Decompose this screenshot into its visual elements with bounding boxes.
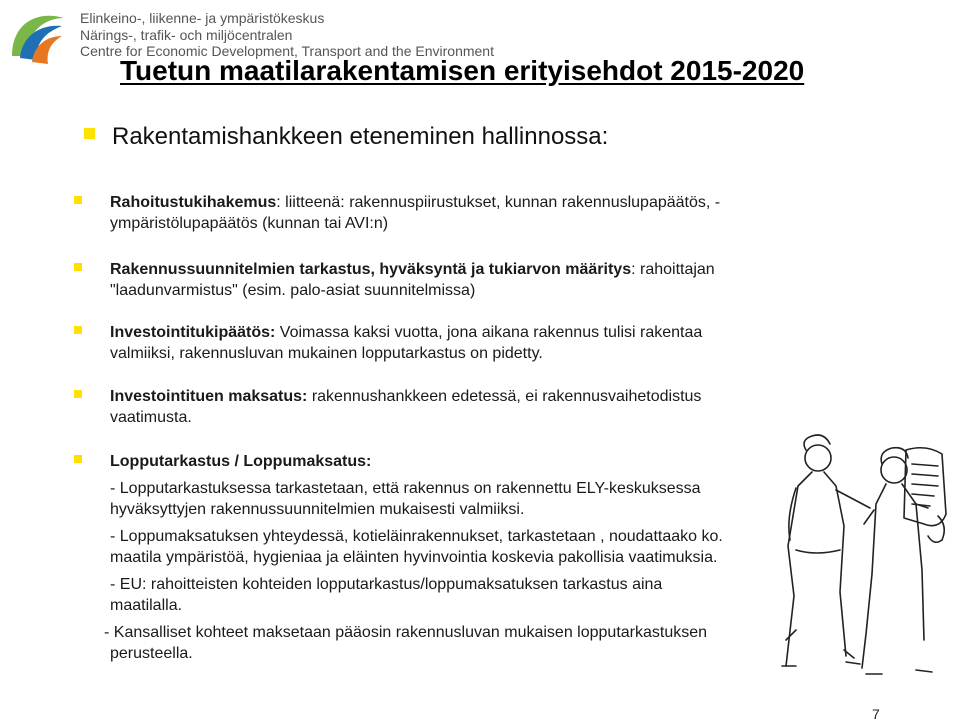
ely-centre-logo bbox=[6, 4, 70, 68]
item-text: Voimassa kaksi vuotta, jona aikana rakennus tulisi rakentaa bbox=[275, 324, 703, 341]
item-text: rakennushankkeen edetessä, ei rakennusvaihetodistus bbox=[307, 388, 702, 405]
page-title: Tuetun maatilarakentamisen erityisehdot 2015-2020 bbox=[120, 55, 805, 86]
item-label: Rakennussuunnitelmien tarkastus, hyväksyntä ja tukiarvon määritys bbox=[110, 261, 632, 278]
organization-name bbox=[80, 10, 494, 60]
org-name-swedish: Närings-, trafik- och miljöcentralen bbox=[80, 26, 293, 43]
item-label: Investointituen maksatus: bbox=[110, 388, 308, 405]
page-number: 7 bbox=[872, 706, 880, 722]
final-line: maatila ympäristöä, hygieniaa ja eläinten hyvinvointia koskevia pakollisia vaatimuksia. bbox=[110, 549, 718, 566]
final-line: - Loppumaksatuksen yhteydessä, kotieläinrakennukset, tarkastetaan , noudattaako ko. bbox=[110, 528, 723, 545]
item-text-continued: ympäristölupapäätös (kunnan tai AVI:n) bbox=[110, 215, 389, 232]
bullet-icon bbox=[74, 196, 82, 204]
item-text: : rahoittajan bbox=[631, 261, 715, 278]
bullet-icon bbox=[74, 455, 82, 463]
section-heading: Rakentamishankkeen eteneminen hallinnossa: bbox=[112, 123, 609, 150]
final-line: - EU: rahoitteisten kohteiden lopputarkastus/loppumaksatuksen tarkastus aina bbox=[110, 576, 663, 593]
bullet-icon bbox=[74, 390, 82, 398]
item-text-continued: valmiiksi, rakennusluvan mukainen lopputarkastus on pidetty. bbox=[110, 345, 543, 362]
bullet-icon bbox=[74, 326, 82, 334]
item-text: : liitteenä: rakennuspiirustukset, kunnan rakennuslupapäätös, - bbox=[276, 194, 721, 211]
item-text-continued: "laadunvarmistus" (esim. palo-asiat suunnitelmissa) bbox=[110, 282, 476, 299]
final-line: - Kansalliset kohteet maksetaan pääosin rakennusluvan mukaisen lopputarkastuksen bbox=[104, 624, 708, 641]
two-gentlemen-reading-scroll-sketch-icon bbox=[766, 430, 956, 680]
list-item-tarkastus bbox=[110, 259, 790, 301]
final-line: hyväksyttyjen rakennussuunnitelmien mukaisesti valmiiksi. bbox=[110, 501, 525, 518]
list-item-rahoitustukihakemus bbox=[110, 192, 790, 234]
org-name-finnish: Elinkeino-, liikenne- ja ympäristökeskus bbox=[80, 10, 325, 26]
final-line: maatilalla. bbox=[110, 597, 183, 614]
list-item-tukipaatos bbox=[110, 322, 790, 364]
item-label: Investointitukipäätös: bbox=[110, 324, 276, 341]
item-text-continued: vaatimusta. bbox=[110, 409, 192, 426]
item-label: Lopputarkastus / Loppumaksatus: bbox=[110, 453, 372, 470]
org-name-english: Centre for Economic Development, Transport and the Environment bbox=[80, 43, 494, 59]
final-line: - Lopputarkastuksessa tarkastetaan, että rakennus on rakennettu ELY-keskuksessa bbox=[110, 480, 701, 497]
final-line: perusteella. bbox=[110, 645, 193, 662]
main-bullet-icon bbox=[84, 128, 95, 139]
bullet-icon bbox=[74, 263, 82, 271]
item-label: Rahoitustukihakemus bbox=[110, 194, 277, 211]
list-item-lopputarkastus bbox=[104, 451, 790, 664]
list-item-maksatus bbox=[110, 386, 790, 428]
